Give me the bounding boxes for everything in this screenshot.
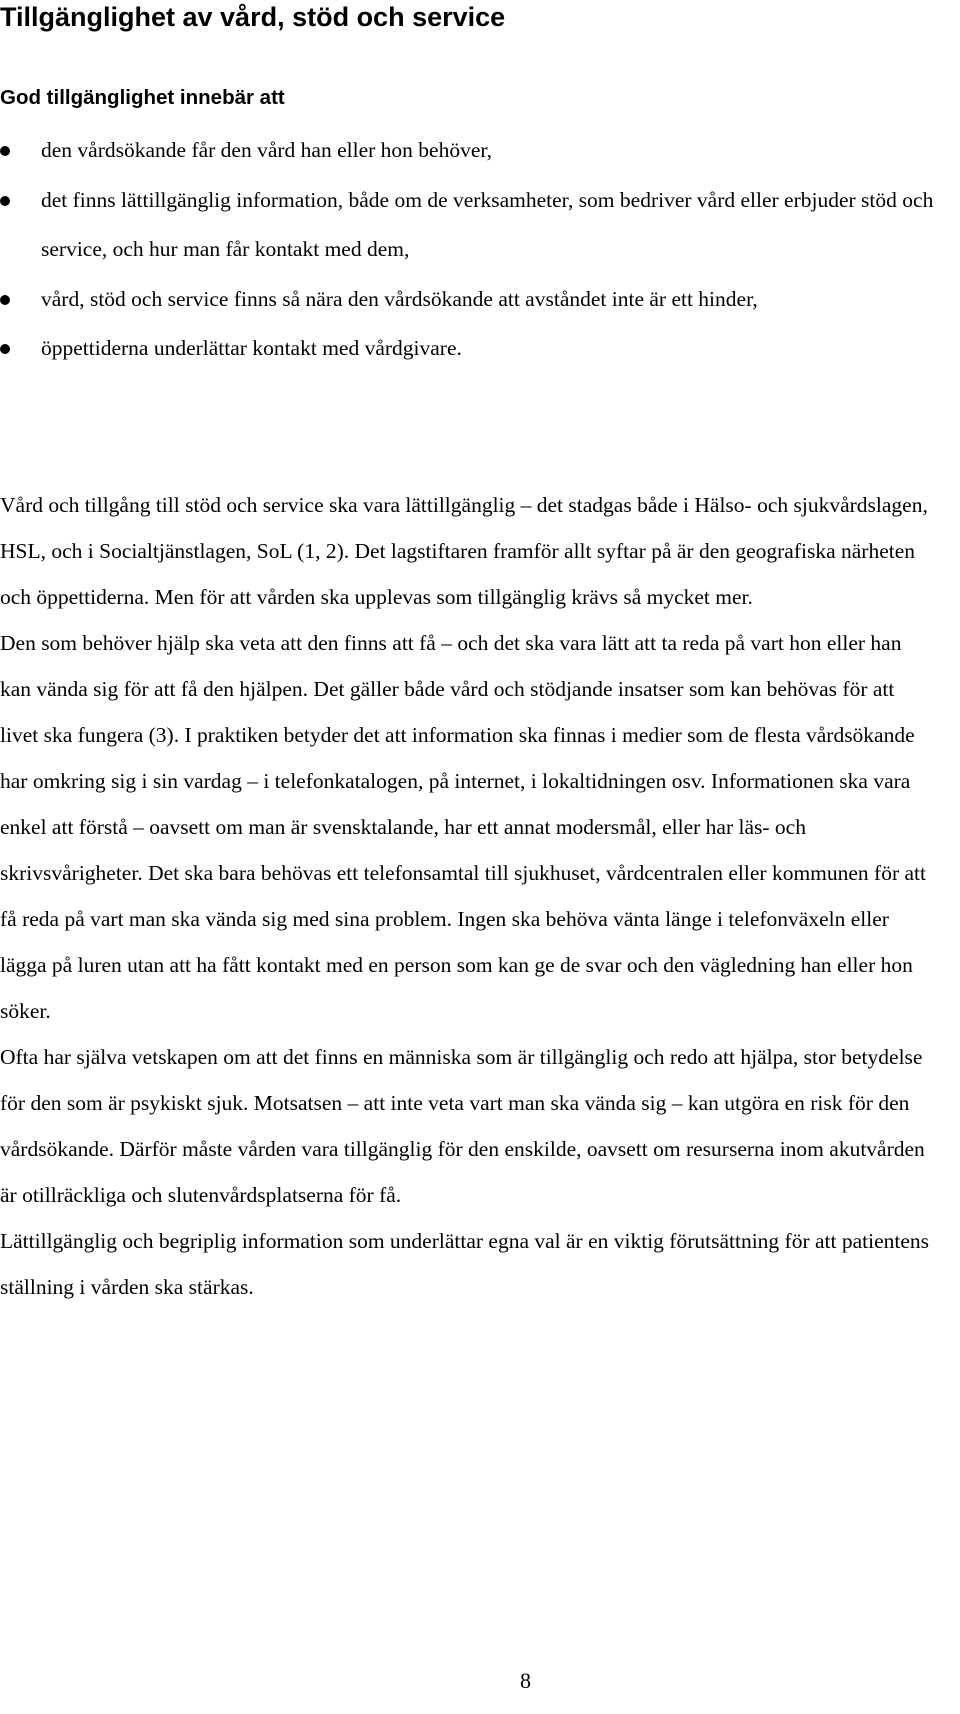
bullet-text: vård, stöd och service finns så nära den vårdsökande att avståndet inte är ett hinder, xyxy=(41,286,758,311)
bullet-icon xyxy=(0,344,10,354)
bullet-item xyxy=(0,275,940,325)
bullet-item xyxy=(0,176,940,275)
section-subheading: God tillgänglighet innebär att xyxy=(0,86,285,109)
paragraph: Ofta har själva vetskapen om att det finns en människa som är tillgänglig och redo att hjälpa, stor betydelse för den som är psykiskt sjuk. Motsatsen – att inte veta vart man ska vända sig – kan utgöra en risk för den vårdsökande. Därför måste vården vara tillgänglig för den enskilde, oavsett om resurserna inom akutvården är otillräckliga och slutenvårdsplatserna för få. xyxy=(0,1045,925,1207)
bullet-item xyxy=(0,126,940,176)
bullet-text: den vårdsökande får den vård han eller hon behöver, xyxy=(41,138,493,162)
page-number: 8 xyxy=(520,1668,531,1693)
paragraph: Vård och tillgång till stöd och service ska vara lättillgänglig – det stadgas både i Hälso- och sjukvårdslagen, HSL, och i Socialtjänstlagen, SoL (1, 2). Det lagstiftaren framför allt syftar på är den geografiska närheten och öppettiderna. Men för att vården ska upplevas som tillgänglig krävs så mycket mer. xyxy=(0,493,928,609)
bullet-icon xyxy=(0,196,10,206)
page-title: Tillgänglighet av vård, stöd och service xyxy=(0,2,506,32)
bullet-list xyxy=(0,126,940,374)
bullet-text: öppettiderna underlättar kontakt med vårdgivare. xyxy=(41,336,462,360)
bullet-item xyxy=(0,324,940,374)
bullet-icon xyxy=(0,146,10,156)
bullet-text: det finns lättillgänglig information, både om de verksamheter, som bedriver vård eller erbjuder stöd och service, och hur man får kontakt med dem, xyxy=(41,187,934,261)
bullet-icon xyxy=(0,295,10,305)
paragraph: Lättillgänglig och begriplig information som underlättar egna val är en viktig förutsättning för att patientens ställning i vården ska stärkas. xyxy=(0,1229,930,1299)
paragraph: Den som behöver hjälp ska veta att den finns att få – och det ska vara lätt att ta reda på vart hon eller han kan vända sig för att få den hjälpen. Det gäller både vård och stödjande insatser som kan behövas för att livet ska fungera (3). I praktiken betyder det att information ska finnas i medier som de flesta vårdsökande har omkring sig i sin vardag – i telefonkatalogen, på internet, i lokaltidningen osv. Informationen ska vara enkel att förstå – oavsett om man är svensktalande, har ett annat modersmål, eller har läs- och skrivsvårigheter. Det ska bara behövas ett telefonsamtal till sjukhuset, vårdcentralen eller kommunen för att få reda på vart man ska vända sig med sina problem. Ingen ska behöva vänta länge i telefonväxeln eller lägga på luren utan att ha fått kontakt med en person som kan ge de svar och den vägledning han eller hon söker. xyxy=(0,631,926,1023)
body-text xyxy=(0,482,935,1310)
